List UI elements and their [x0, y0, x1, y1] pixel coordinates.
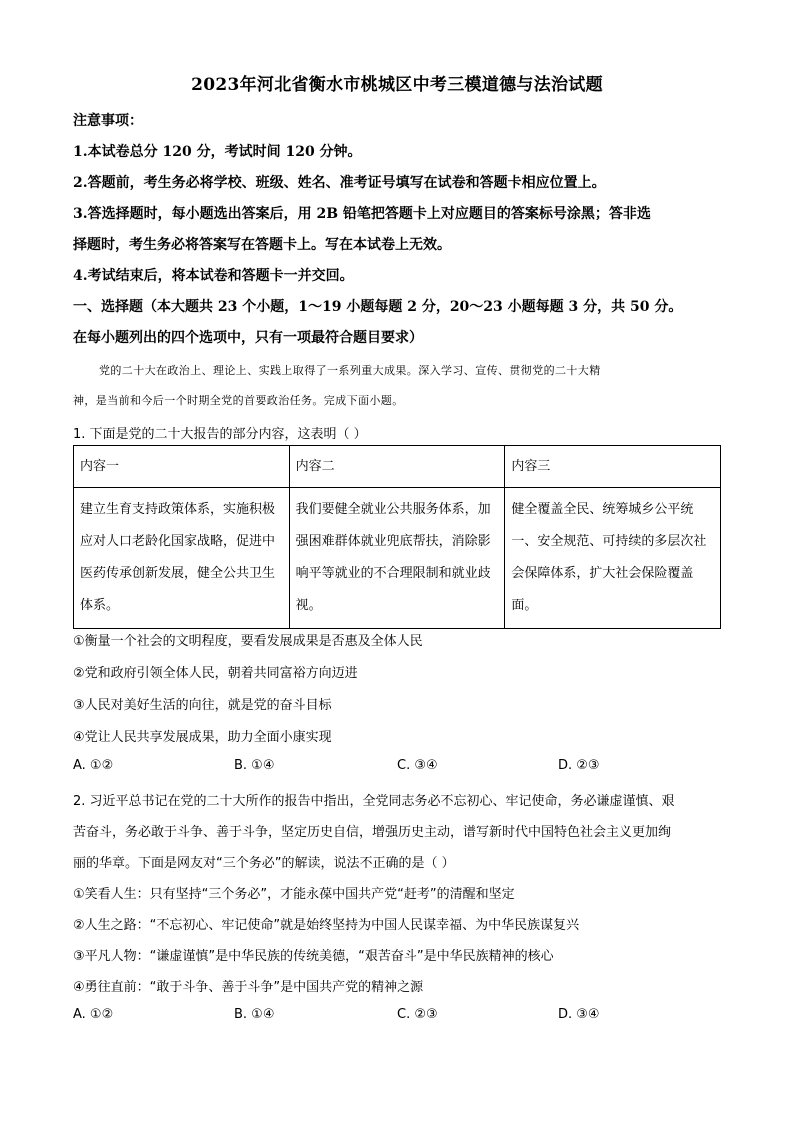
notice-item: 3.答选择题时，每小题选出答案后，用 2B 铅笔把答题卡上对应题目的答案标号涂黑；答非选: [73, 206, 651, 222]
q1-statement: ③人民对美好生活的向往，就是党的奋斗目标: [73, 698, 332, 713]
q2-option-d: D. ③④: [558, 1007, 600, 1022]
q1-option-d: D. ②③: [558, 758, 600, 773]
notice-heading: 注意事项：: [73, 113, 143, 129]
section-heading: 一、选择题（本大题共 23 个小题，1～19 小题每题 2 分，20～23 小题每题 3 分，共 50 分。: [73, 299, 683, 315]
q1-content-table: [73, 445, 721, 629]
q2-statement: ④勇往直前：“敢于斗争、善于斗争”是中国共产党的精神之源: [73, 980, 424, 995]
q1-option-b: B. ①④: [234, 758, 275, 773]
q1-statement: ②党和政府引领全体人民，朝着共同富裕方向迈进: [73, 666, 358, 681]
question-2-stem-line: 苦奋斗，务必敢于斗争、善于斗争，坚定历史自信，增强历史主动，谱写新时代中国特色社会主义更加绚: [73, 825, 672, 840]
notice-item: 择题时，考生务必将答案写在答题卡上。写在本试卷上无效。: [73, 237, 451, 253]
question-2-stem-line: 丽的华章。下面是网友对“三个务必”的解读，说法不正确的是（ ）: [73, 856, 455, 871]
intro-paragraph-line: 神，是当前和今后一个时期全党的首要政治任务。完成下面小题。: [73, 394, 404, 407]
notice-item: 1.本试卷总分 120 分，考试时间 120 分钟。: [73, 144, 362, 160]
table-row: [74, 488, 721, 629]
table-header-row: [74, 446, 721, 488]
q1-option-a: A. ①②: [73, 758, 114, 773]
table-header-cell: 内容二: [289, 446, 505, 488]
q2-option-a: A. ①②: [73, 1007, 114, 1022]
q1-statement: ④党让人民共享发展成果，助力全面小康实现: [73, 730, 332, 745]
q1-option-c: C. ③④: [397, 758, 438, 773]
q1-statement: ①衡量一个社会的文明程度，要看发展成果是否惠及全体人民: [73, 634, 423, 649]
table-header-cell: 内容三: [505, 446, 721, 488]
q2-statement: ①笑看人生：只有坚持“三个务必”，才能永葆中国共产党“赶考”的清醒和坚定: [73, 887, 515, 902]
intro-paragraph-line: 党的二十大在政治上、理论上、实践上取得了一系列重大成果。深入学习、宣传、贯彻党的二十大精: [99, 364, 601, 377]
question-1-stem: 1. 下面是党的二十大报告的部分内容，这表明（ ）: [73, 427, 367, 442]
notice-item: 2.答题前，考生务必将学校、班级、姓名、准考证号填写在试卷和答题卡相应位置上。: [73, 175, 606, 191]
q2-option-b: B. ①④: [234, 1007, 275, 1022]
table-cell: 建立生育支持政策体系，实施积极应对人口老龄化国家战略，促进中医药传承创新发展，健全公共卫生体系。: [74, 488, 290, 629]
q2-statement: ②人生之路：“不忘初心、牢记使命”就是始终坚持为中国人民谋幸福、为中华民族谋复兴: [73, 918, 580, 933]
table-header-cell: 内容一: [74, 446, 290, 488]
question-2-stem-line: 2. 习近平总书记在党的二十大所作的报告中指出，全党同志务必不忘初心、牢记使命，务必谦虚谨慎、艰: [73, 794, 675, 809]
page-title: 2023年河北省衡水市桃城区中考三模道德与法治试题: [191, 75, 603, 95]
table-cell: 我们要健全就业公共服务体系，加强困难群体就业兜底帮扶，消除影响平等就业的不合理限制和就业歧视。: [289, 488, 505, 629]
section-subheading: 在每小题列出的四个选项中，只有一项最符合题目要求）: [73, 330, 423, 346]
q2-statement: ③平凡人物：“谦虚谨慎”是中华民族的传统美德，“艰苦奋斗”是中华民族精神的核心: [73, 949, 554, 964]
notice-item: 4.考试结束后，将本试卷和答题卡一并交回。: [73, 268, 354, 284]
q2-option-c: C. ②③: [397, 1007, 438, 1022]
table-cell: 健全覆盖全民、统筹城乡公平统一、安全规范、可持续的多层次社会保障体系，扩大社会保险覆盖面。: [505, 488, 721, 629]
